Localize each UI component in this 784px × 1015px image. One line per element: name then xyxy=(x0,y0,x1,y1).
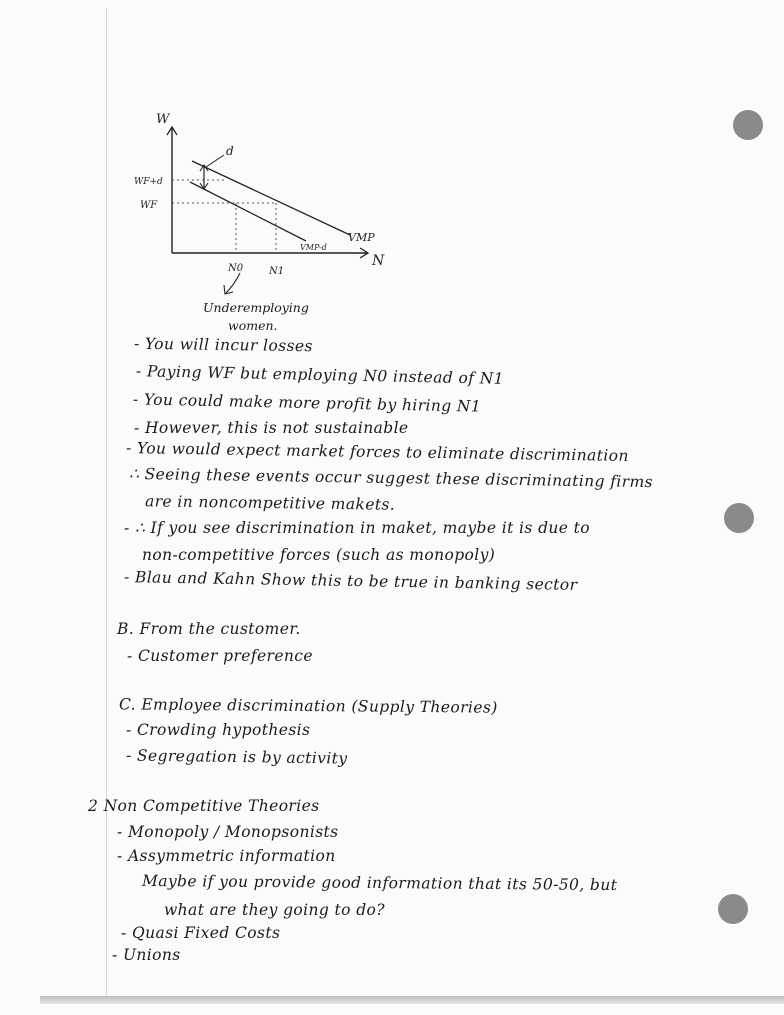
note-noncompetitive-markets: are in noncompetitive makets. xyxy=(144,492,396,514)
note-blau-kahn: - Blau and Kahn Show this to be true in banking sector xyxy=(123,568,578,594)
graph-caption-line-1: Underemploying xyxy=(203,300,309,315)
note-seeing-events: ∴ Seeing these events occur suggest these discriminating firms xyxy=(128,464,654,492)
note-quasi-fixed-costs: - Quasi Fixed Costs xyxy=(121,924,281,942)
note-discrimination-in-market: - ∴ If you see discrimination in maket, maybe it is due to xyxy=(124,519,591,537)
vmp-label: VMP xyxy=(348,231,375,244)
vmp-minus-d-label: VMP-d xyxy=(300,243,327,252)
tick-label-n1: N1 xyxy=(269,266,285,277)
note-what-going-to-do: what are they going to do? xyxy=(164,901,385,919)
graph-caption-line-2: women. xyxy=(228,318,278,333)
section-b-heading: B. From the customer. xyxy=(117,620,301,638)
note-market-forces: - You would expect market forces to eliminate discrimination xyxy=(125,439,629,465)
note-paying-wf: - Paying WF but employing N0 instead of N1 xyxy=(135,362,505,388)
note-unions: - Unions xyxy=(112,946,181,964)
note-segregation: - Segregation is by activity xyxy=(125,746,348,768)
note-customer-preference: - Customer preference xyxy=(127,647,313,665)
punch-hole-middle xyxy=(724,503,754,533)
section-2-heading: 2 Non Competitive Theories xyxy=(88,797,320,815)
note-monopoly-forces: non-competitive forces (such as monopoly) xyxy=(142,546,496,564)
note-good-information: Maybe if you provide good information that its 50-50, but xyxy=(141,871,618,895)
punch-hole-top xyxy=(733,110,763,140)
y-axis-label: W xyxy=(156,112,170,127)
section-c-heading: C. Employee discrimination (Supply Theories) xyxy=(118,695,498,717)
caption-arrow xyxy=(226,273,240,293)
page-bottom-edge xyxy=(40,996,784,1004)
note-asymmetric-information: - Assymmetric information xyxy=(117,847,336,865)
margin-line xyxy=(106,8,107,998)
vmp-minus-d-curve xyxy=(190,182,306,241)
d-label-leader xyxy=(206,155,224,167)
note-more-profit: - You could make more profit by hiring N1 xyxy=(132,390,482,416)
note-losses: - You will incur losses xyxy=(133,334,313,356)
d-label: d xyxy=(226,144,234,158)
tick-label-wfd: WF+d xyxy=(134,177,163,187)
x-axis-label: N xyxy=(372,253,385,269)
punch-hole-bottom xyxy=(718,894,748,924)
note-crowding-hypothesis: - Crowding hypothesis xyxy=(126,721,311,739)
note-not-sustainable: - However, this is not sustainable xyxy=(134,419,409,437)
tick-label-wf: WF xyxy=(140,200,158,211)
note-monopoly-monopsonists: - Monopoly / Monopsonists xyxy=(117,823,339,841)
tick-label-n0: N0 xyxy=(228,263,244,274)
